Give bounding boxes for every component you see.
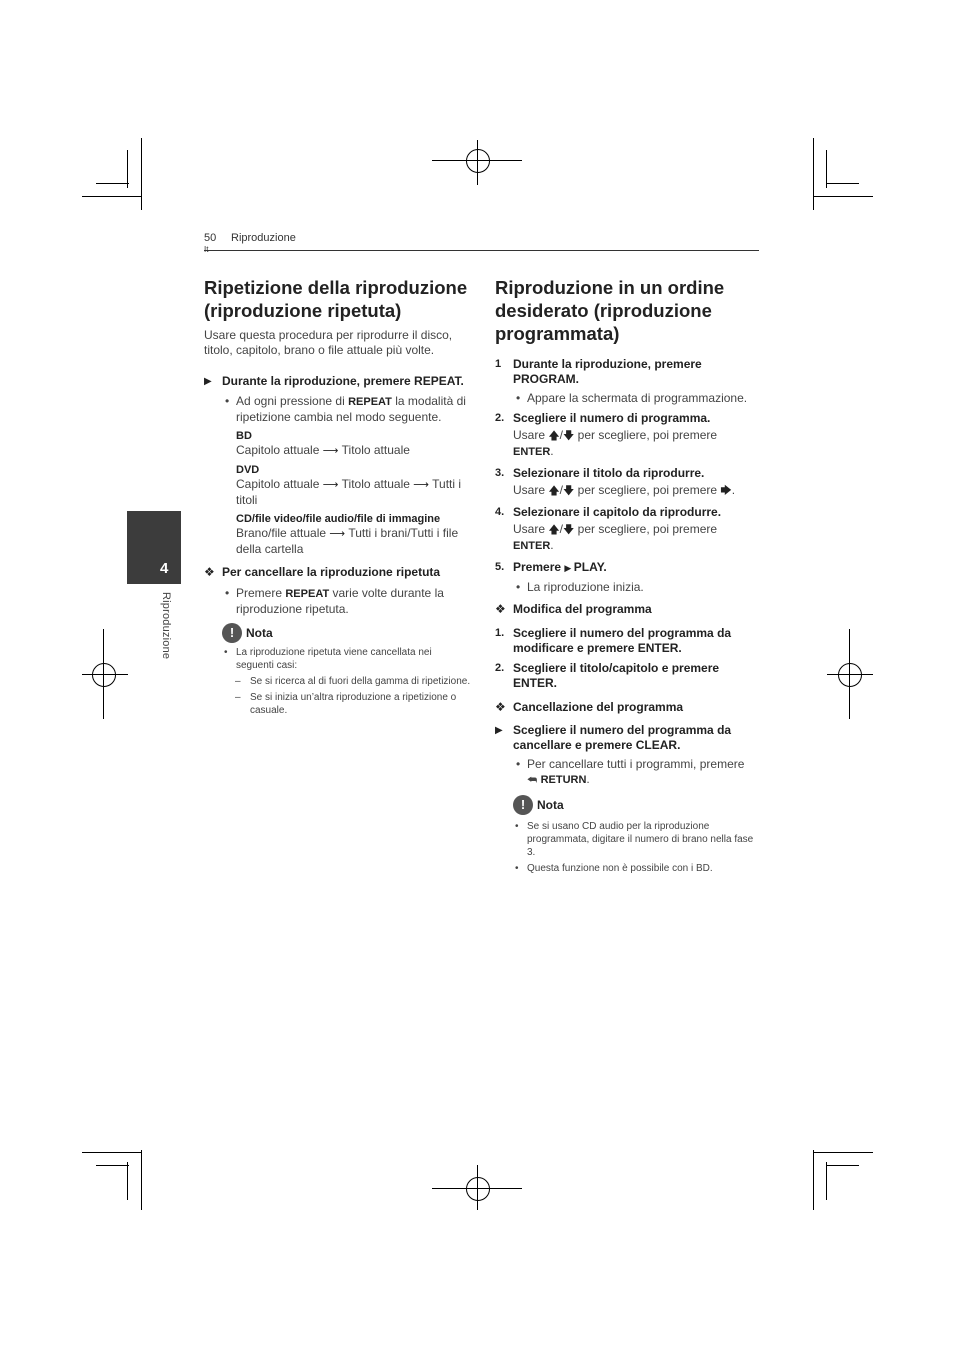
repeat-bullet: • Ad ogni pressione di REPEAT la modalità di ripetizione cambia nel modo seguente.: [225, 394, 466, 424]
left-step-1: ▶ Durante la riproduzione, premere REPEAT.: [204, 374, 464, 388]
cancel-program-heading: ❖ Cancellazione del programma: [495, 700, 684, 714]
right-column: [495, 276, 763, 875]
modify-program-heading: ❖ Modifica del programma: [495, 602, 652, 616]
cd-modes: Brano/file attuale ⟶ Tutti i brani/Tutti i file della cartella: [236, 526, 459, 556]
cd-heading: CD/file video/file audio/file di immagine: [236, 513, 441, 525]
triangle-right-icon: ▶: [495, 725, 503, 736]
right-step-2: 2. Scegliere il numero di programma.: [495, 411, 711, 425]
right-step-4: 4. Selezionare il capitolo da riprodurre.: [495, 505, 722, 519]
cancel-program-bullet: • Per cancellare tutti i programmi, premere ⮪ RETURN.: [516, 757, 745, 786]
left-title: Ripetizione della riproduzione (riproduzione ripetuta): [204, 277, 468, 321]
arrow-down-icon: 🡇: [563, 430, 575, 442]
arrow-up-icon: 🡅: [548, 485, 560, 497]
cancel-repeat-heading: ❖ Per cancellare la riproduzione ripetuta: [204, 565, 441, 579]
dvd-modes: Capitolo attuale ⟶ Titolo attuale ⟶ Tutti i titoli: [236, 477, 462, 507]
right-note-2: • Questa funzione non è possibile con i BD.: [515, 863, 713, 874]
right-title: Riproduzione in un ordine desiderato (riproduzione programmata): [495, 277, 725, 344]
play-icon: ▶: [564, 563, 574, 573]
arrow-up-icon: 🡅: [548, 430, 560, 442]
exclamation-icon: !: [513, 795, 533, 815]
right-step-5: 5. Premere ▶ PLAY.: [495, 560, 607, 574]
arrow-down-icon: 🡇: [563, 524, 575, 536]
arrow-right-icon: ⟶: [322, 479, 339, 491]
left-column: [204, 276, 472, 717]
diamond-icon: ❖: [204, 565, 215, 579]
page-number: 50: [204, 232, 217, 244]
right-step-3: 3. Selezionare il titolo da riprodurre.: [495, 466, 705, 480]
arrow-right-icon: ⟶: [322, 445, 339, 457]
right-step-5-bullet: • La riproduzione inizia.: [516, 580, 644, 594]
bd-heading: BD: [236, 430, 252, 442]
right-step-3-text: Usare 🡅/🡇 per scegliere, poi premere 🡆.: [513, 483, 736, 497]
section-header: Riproduzione: [231, 232, 296, 244]
right-note-heading: ! Nota: [513, 795, 763, 815]
bd-modes: Capitolo attuale ⟶ Titolo attuale: [236, 443, 410, 457]
return-icon: ⮪: [527, 774, 538, 786]
left-intro: Usare questa procedura per riprodurre il disco, titolo, capitolo, brano o file attuale più volte.: [204, 328, 453, 357]
triangle-right-icon: ▶: [204, 376, 212, 387]
arrow-right-icon: ⟶: [413, 479, 430, 491]
diamond-icon: ❖: [495, 700, 506, 714]
repeat-modes: [236, 430, 472, 557]
left-note-1a: – Se si ricerca al di fuori della gamma di ripetizione.: [235, 676, 471, 687]
chapter-number: 4: [160, 560, 169, 577]
cancel-program-step: ▶ Scegliere il numero del programma da cancellare e premere CLEAR.: [495, 723, 732, 752]
right-note-1: • Se si usano CD audio per la riproduzione programmata, digitare il numero di brano nella fase 3.: [515, 821, 754, 858]
right-step-1: 1 Durante la riproduzione, premere PROGRAM.: [495, 357, 702, 386]
arrow-up-icon: 🡅: [548, 524, 560, 536]
modify-step-2: 2. Scegliere il titolo/capitolo e premere ENTER.: [495, 661, 720, 690]
arrow-down-icon: 🡇: [563, 485, 575, 497]
header-rule: [204, 250, 759, 251]
dvd-heading: DVD: [236, 464, 260, 476]
right-step-2-text: Usare 🡅/🡇 per scegliere, poi premere ENTER.: [513, 428, 718, 458]
diamond-icon: ❖: [495, 602, 506, 616]
left-note-1b: – Se si inizia un’altra riproduzione a ripetizione o casuale.: [235, 692, 457, 716]
right-step-4-text: Usare 🡅/🡇 per scegliere, poi premere ENTER.: [513, 522, 718, 552]
left-note-1: • La riproduzione ripetuta viene cancellata nei seguenti casi:: [224, 647, 432, 671]
left-note-heading: ! Nota: [222, 623, 472, 643]
exclamation-icon: !: [222, 623, 242, 643]
cancel-repeat-bullet: • Premere REPEAT varie volte durante la riproduzione ripetuta.: [225, 586, 444, 616]
arrow-right-icon: 🡆: [720, 485, 732, 497]
chapter-side-label: Riproduzione: [160, 592, 172, 660]
modify-step-1: 1. Scegliere il numero del programma da modificare e premere ENTER.: [495, 626, 732, 655]
chapter-tab: [127, 511, 181, 584]
right-step-1-bullet: • Appare la schermata di programmazione.: [516, 391, 748, 405]
arrow-right-icon: ⟶: [329, 528, 346, 540]
